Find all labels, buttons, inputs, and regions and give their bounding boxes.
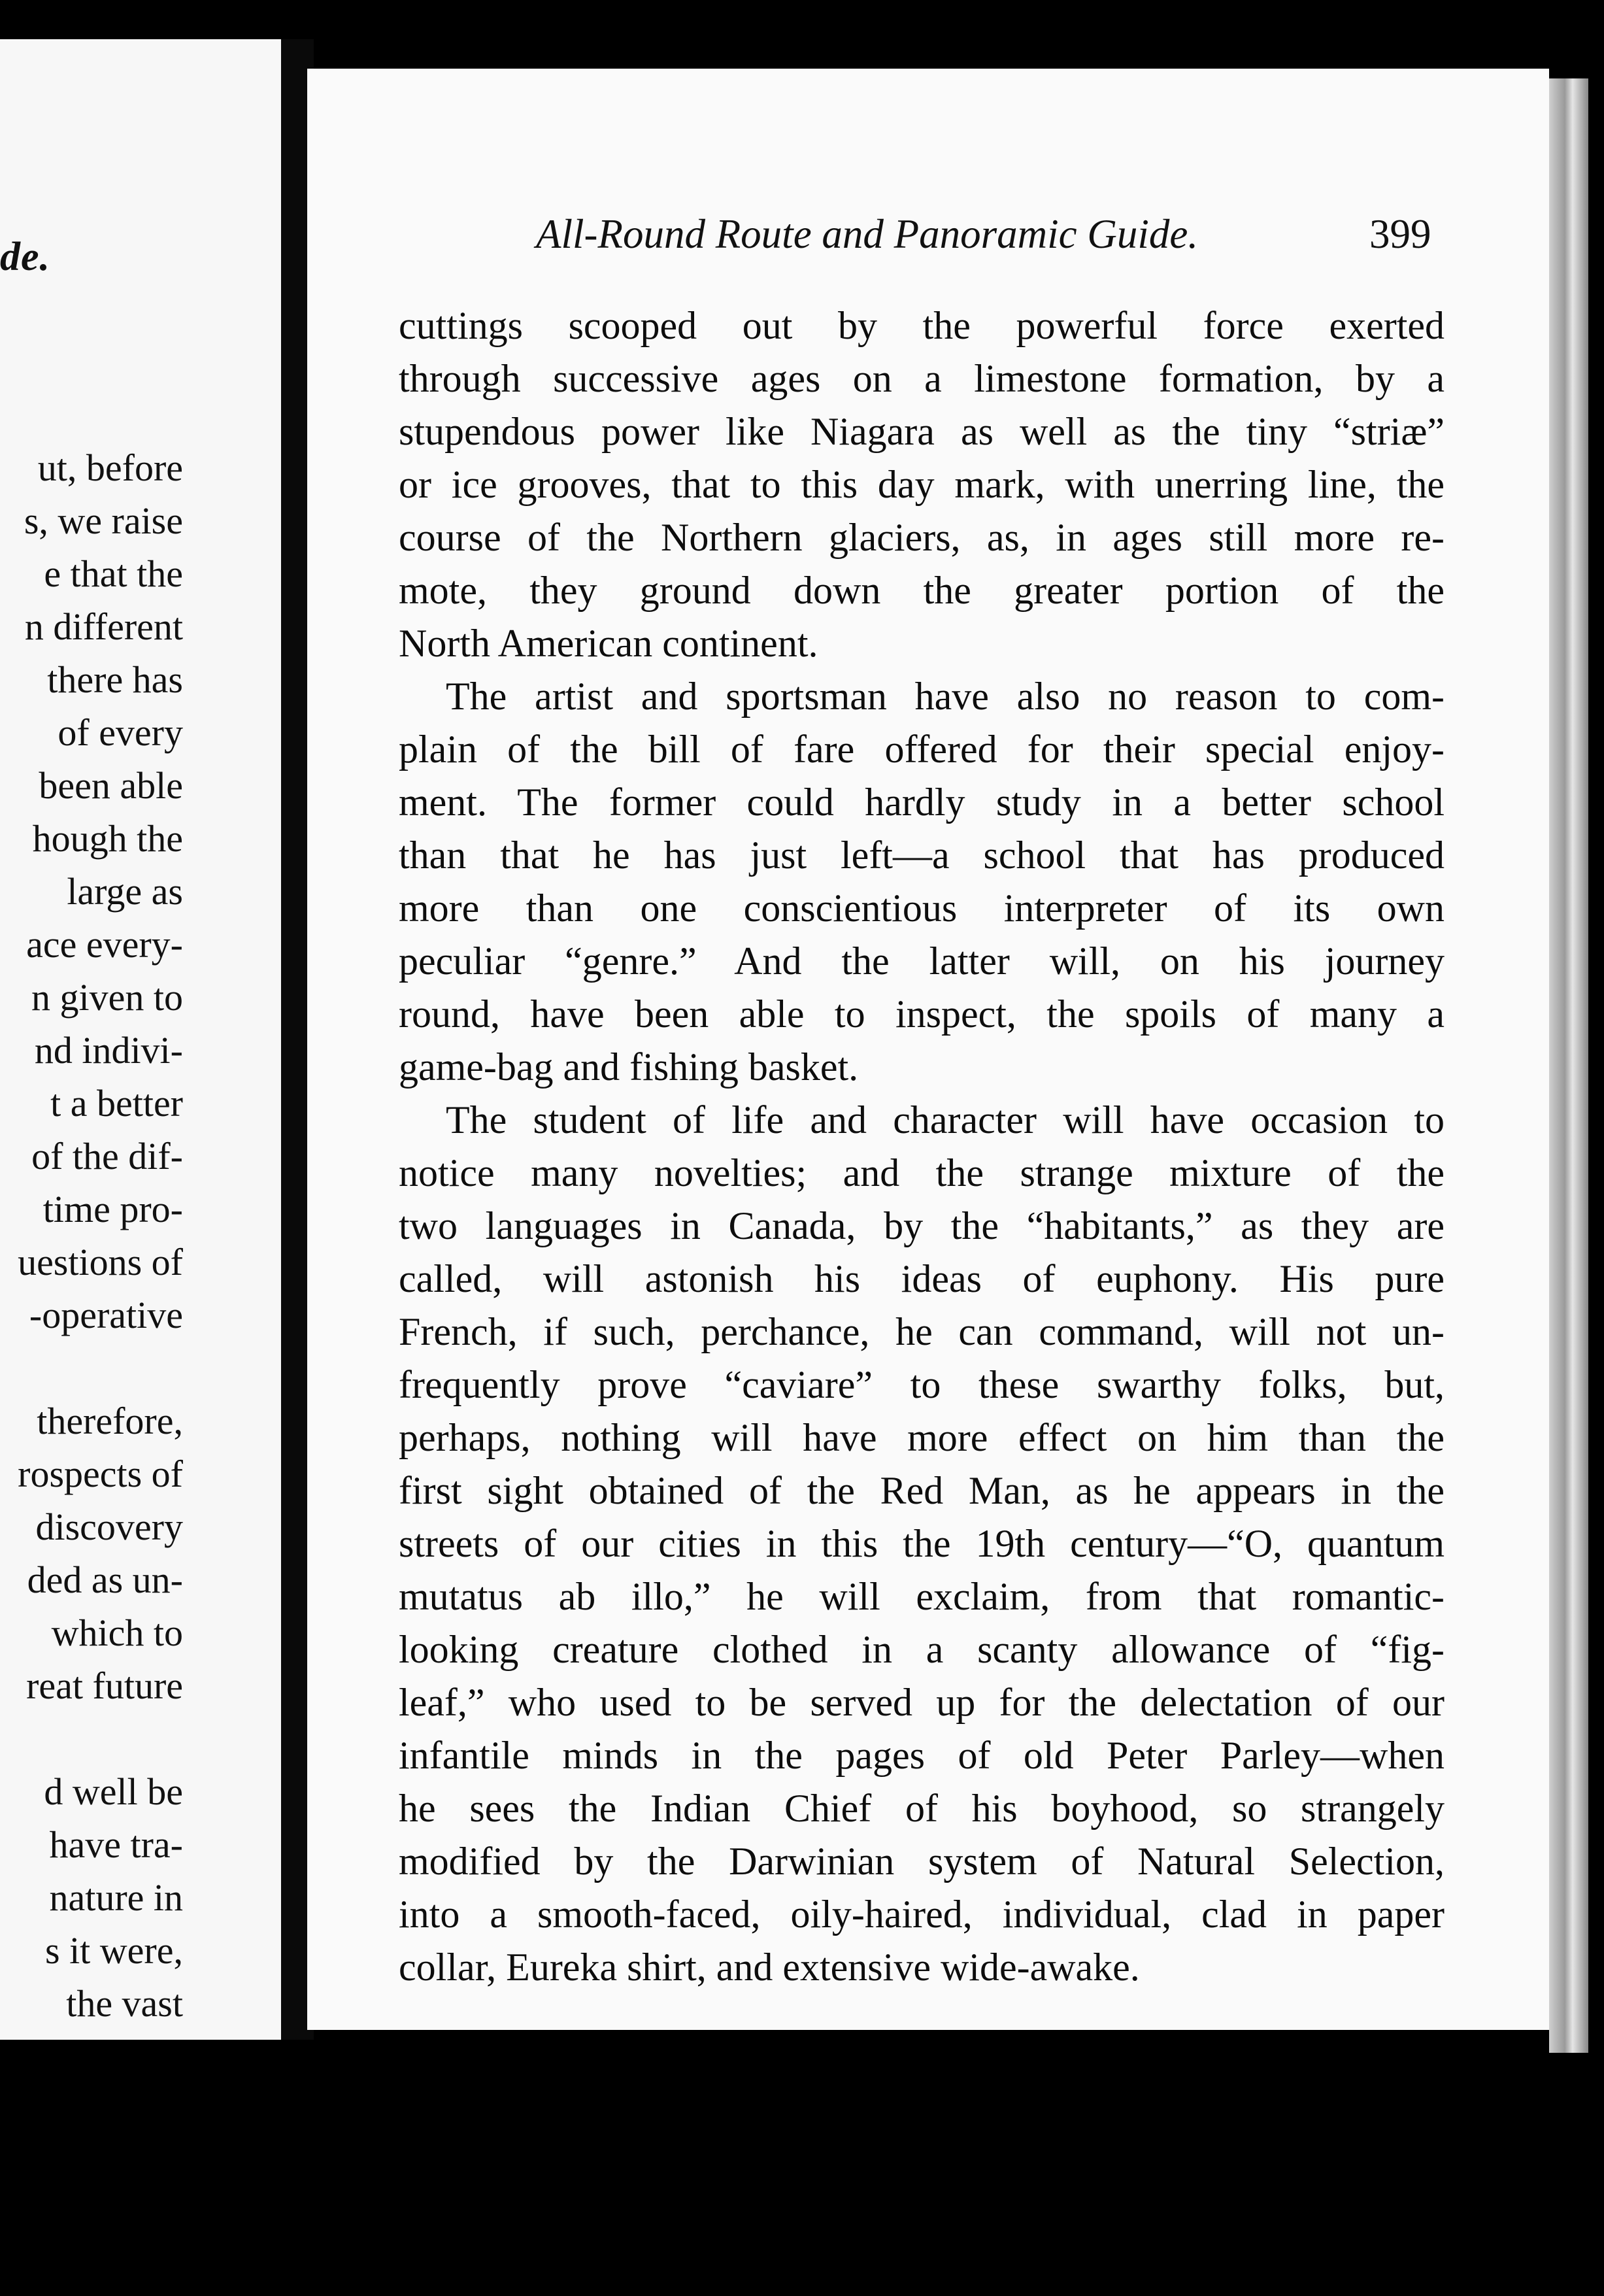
text-line: than that he has just left—a school that has produced xyxy=(399,834,1445,877)
text-line: streets of our cities in this the 19th century—“O, quantum xyxy=(399,1522,1445,1565)
text-line: peculiar “genre.” And the latter will, on his journey xyxy=(399,939,1445,983)
left-line: large as xyxy=(67,870,183,913)
left-line: uestions of xyxy=(18,1241,183,1283)
left-line: of every xyxy=(58,711,183,754)
text-line: frequently prove “caviare” to these swarthy folks, but, xyxy=(399,1363,1445,1406)
text-line: ment. The former could hardly study in a better school xyxy=(399,781,1445,824)
text-line: French, if such, perchance, he can command, will not un- xyxy=(399,1310,1445,1353)
page-edge xyxy=(1549,78,1588,2053)
text-line: The student of life and character will have occasion to xyxy=(446,1098,1445,1141)
text-line: game-bag and fishing basket. xyxy=(399,1045,859,1089)
left-line: the vast xyxy=(66,1982,183,2025)
text-line: leaf,” who used to be served up for the delectation of our xyxy=(399,1681,1445,1724)
page-number: 399 xyxy=(1369,211,1431,257)
text-line: cuttings scooped out by the powerful force exerted xyxy=(399,304,1445,347)
left-line: e that the xyxy=(44,552,183,595)
left-line: ut, before xyxy=(37,447,183,489)
text-line: two languages in Canada, by the “habitants,” as they are xyxy=(399,1204,1445,1247)
left-line: n different xyxy=(24,605,183,648)
text-line: or ice grooves, that to this day mark, with unerring line, the xyxy=(399,463,1445,506)
left-running-head-fragment: de. xyxy=(0,235,51,279)
body-text xyxy=(399,299,1445,1994)
left-line: ace every- xyxy=(26,923,183,966)
left-line: discovery xyxy=(35,1506,183,1548)
left-line: have tra- xyxy=(49,1823,183,1866)
left-line: reat future xyxy=(26,1664,183,1707)
left-line: therefore, xyxy=(37,1400,183,1442)
text-line: North American continent. xyxy=(399,622,818,665)
left-line: ded as un- xyxy=(27,1559,183,1601)
text-line: he sees the Indian Chief of his boyhood, so strangely xyxy=(399,1787,1445,1830)
left-line: hough the xyxy=(32,817,183,860)
text-line: course of the Northern glaciers, as, in ages still more re- xyxy=(399,516,1445,559)
left-line: there has xyxy=(47,658,183,701)
text-line: round, have been able to inspect, the spoils of many a xyxy=(399,992,1445,1036)
running-head: All-Round Route and Panoramic Guide. xyxy=(536,211,1199,257)
text-line: perhaps, nothing will have more effect on him than the xyxy=(399,1416,1445,1459)
text-line: mutatus ab illo,” he will exclaim, from that romantic- xyxy=(399,1575,1445,1618)
text-line: looking creature clothed in a scanty allowance of “fig- xyxy=(399,1628,1445,1671)
text-line: into a smooth-faced, oily-haired, individual, clad in paper xyxy=(399,1893,1445,1936)
text-line: infantile minds in the pages of old Peter Parley—when xyxy=(399,1734,1445,1777)
text-line: first sight obtained of the Red Man, as he appears in the xyxy=(399,1469,1445,1512)
text-line: plain of the bill of fare offered for their special enjoy- xyxy=(399,728,1445,771)
left-line xyxy=(0,1342,183,1394)
left-page-text xyxy=(0,441,183,2030)
left-line: nature in xyxy=(49,1876,183,1919)
text-line: stupendous power like Niagara as well as the tiny “striæ” xyxy=(399,410,1445,453)
left-line: of the dif- xyxy=(31,1135,183,1177)
left-line: d well be xyxy=(44,1770,183,1813)
left-line: -operative xyxy=(29,1294,183,1336)
text-line: collar, Eureka shirt, and extensive wide-awake. xyxy=(399,1946,1140,1989)
left-line: s, we raise xyxy=(24,499,183,542)
left-line: s it were, xyxy=(45,1929,183,1972)
left-line: t a better xyxy=(50,1082,183,1124)
left-line: n given to xyxy=(31,976,183,1019)
left-line: been able xyxy=(39,764,183,807)
left-line xyxy=(0,1712,183,1765)
left-line: rospects of xyxy=(18,1453,183,1495)
text-line: more than one conscientious interpreter of its own xyxy=(399,886,1445,930)
text-line: mote, they ground down the greater portion of the xyxy=(399,569,1445,612)
left-line: nd indivi- xyxy=(34,1029,183,1072)
text-line: modified by the Darwinian system of Natural Selection, xyxy=(399,1840,1445,1883)
text-line: The artist and sportsman have also no reason to com- xyxy=(446,675,1445,718)
left-page xyxy=(0,39,281,2040)
text-line: through successive ages on a limestone formation, by a xyxy=(399,357,1445,400)
left-line: which to xyxy=(51,1612,183,1654)
text-line: called, will astonish his ideas of euphony. His pure xyxy=(399,1257,1445,1300)
text-line: notice many novelties; and the strange mixture of the xyxy=(399,1151,1445,1194)
left-line: time pro- xyxy=(42,1188,183,1230)
